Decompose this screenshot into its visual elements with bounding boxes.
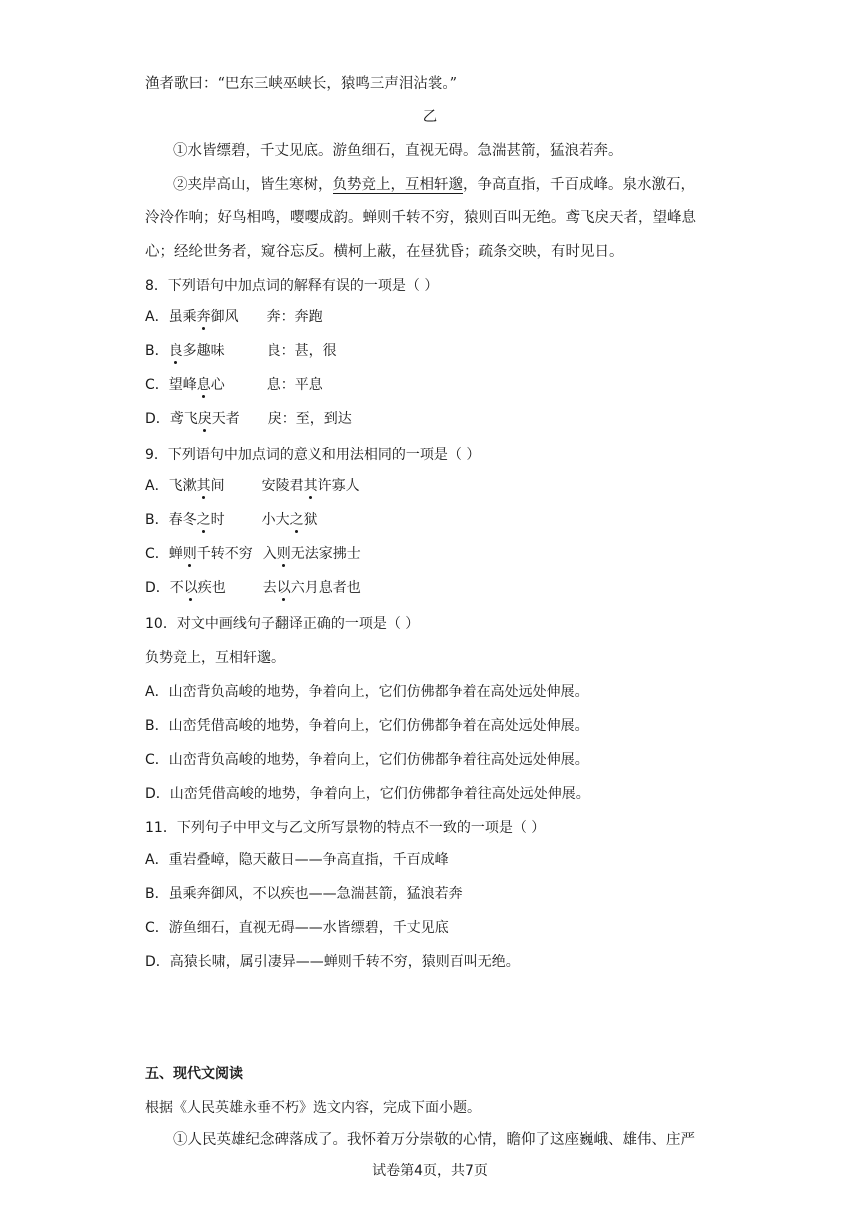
dotted-word: 其 bbox=[303, 478, 318, 494]
q11-option-c[interactable]: C．游鱼细石，直视无碍——水皆缥碧，千丈见底 bbox=[145, 920, 449, 936]
q8-option-a[interactable]: A．虽乘奔御风 奔：奔跑 bbox=[145, 309, 323, 325]
q8-option-b[interactable]: B．良多趣味 良：甚，很 bbox=[145, 343, 337, 359]
passage-paragraph-2 bbox=[173, 175, 695, 195]
dotted-word: 其 bbox=[196, 478, 211, 494]
q10-option-a[interactable]: A．山峦背负高峻的地势，争着向上，它们仿佛都争着在高处远处伸展。 bbox=[145, 684, 589, 700]
underlined-sentence: 负势竞上，互相轩邈 bbox=[332, 177, 463, 193]
dotted-word: 良 bbox=[168, 343, 183, 359]
q8-option-d[interactable]: D．鸢飞戾天者 戾：至，到达 bbox=[145, 411, 352, 427]
q10-option-c[interactable]: C．山峦背负高峻的地势，争着向上，它们仿佛都争着往高处远处伸展。 bbox=[145, 752, 589, 768]
q9-option-b[interactable]: B．春冬之时 小大之狱 bbox=[145, 512, 318, 528]
q11-option-b[interactable]: B．虽乘奔御风，不以疾也——急湍甚箭，猛浪若奔 bbox=[145, 886, 463, 902]
q10-option-d[interactable]: D．山峦凭借高峻的地势，争着向上，它们仿佛都争着往高处远处伸展。 bbox=[145, 786, 590, 802]
q10-stem: 10．对文中画线句子翻译正确的一项是（ ） bbox=[145, 616, 420, 632]
passage-text: ，争高直指，千百成峰。泉水激石， bbox=[463, 177, 695, 193]
section-heading: 五、现代文阅读 bbox=[145, 1066, 243, 1082]
section-intro: 根据《人民英雄永垂不朽》选文内容，完成下面小题。 bbox=[145, 1100, 481, 1116]
q9-option-c[interactable]: C．蝉则千转不穷 入则无法家拂士 bbox=[145, 546, 361, 562]
dotted-word: 以 bbox=[183, 580, 198, 596]
dotted-word: 之 bbox=[196, 512, 211, 528]
page-footer: 试卷第4页，共7页 bbox=[372, 1163, 488, 1179]
passage-line-3: 泠泠作响；好鸟相鸣，嘤嘤成韵。蝉则千转不穷，猿则百叫无绝。鸢飞戾天者，望峰息 bbox=[145, 210, 696, 226]
q9-stem: 9．下列语句中加点词的意义和用法相同的一项是（ ） bbox=[145, 447, 481, 463]
dotted-word: 则 bbox=[182, 546, 197, 562]
q9-option-d[interactable]: D．不以疾也 去以六月息者也 bbox=[145, 580, 361, 596]
passage-line-4: 心；经纶世务者，窥谷忘反。横柯上蔽，在昼犹昏；疏条交映，有时见日。 bbox=[145, 244, 624, 260]
q8-option-c[interactable]: C．望峰息心 息：平息 bbox=[145, 377, 323, 393]
q11-stem: 11．下列句子中甲文与乙文所写景物的特点不一致的一项是（ ） bbox=[145, 820, 546, 836]
dotted-word: 息 bbox=[196, 377, 211, 393]
section-paragraph-1: ①人民英雄纪念碑落成了。我怀着万分崇敬的心情，瞻仰了这座巍峨、雄伟、庄严 bbox=[173, 1132, 695, 1148]
dotted-word: 则 bbox=[276, 546, 291, 562]
q10-sentence: 负势竞上，互相轩邈。 bbox=[145, 650, 285, 666]
fisher-song-line: 渔者歌曰：“巴东三峡巫峡长，猿鸣三声泪沾裳。” bbox=[145, 76, 458, 92]
dotted-word: 戾 bbox=[197, 411, 212, 427]
passage-paragraph-1: ①水皆缥碧，千丈见底。游鱼细石，直视无碍。急湍甚箭，猛浪若奔。 bbox=[173, 143, 623, 159]
dotted-word: 奔 bbox=[196, 309, 211, 325]
dotted-word: 以 bbox=[276, 580, 291, 596]
passage-text: ②夹岸高山，皆生寒树， bbox=[173, 177, 333, 193]
q9-option-a[interactable]: A．飞漱其间 安陵君其许寡人 bbox=[145, 478, 360, 494]
q10-option-b[interactable]: B．山峦凭借高峻的地势，争着向上，它们仿佛都争着在高处远处伸展。 bbox=[145, 718, 589, 734]
passage-yi-title: 乙 bbox=[422, 109, 438, 125]
q11-option-a[interactable]: A．重岩叠嶂，隐天蔽日——争高直指，千百成峰 bbox=[145, 852, 449, 868]
dotted-word: 之 bbox=[289, 512, 304, 528]
q11-option-d[interactable]: D．高猿长啸，属引凄异——蝉则千转不穷，猿则百叫无绝。 bbox=[145, 954, 520, 970]
q8-stem: 8．下列语句中加点词的解释有误的一项是（ ） bbox=[145, 278, 439, 294]
